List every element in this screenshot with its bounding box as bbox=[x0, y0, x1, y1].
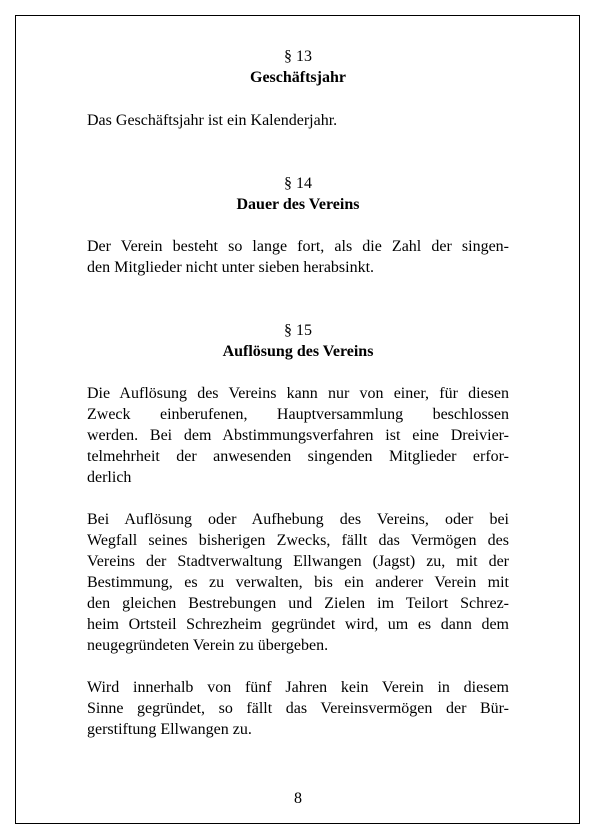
text-line: gerstiftung Ellwangen zu. bbox=[87, 721, 252, 738]
section-14-body bbox=[87, 236, 509, 278]
text-line: Bestimmung, es zu verwalten, bis ein anderer Verein mit bbox=[87, 574, 509, 591]
section-15-title: Auflösung des Vereins bbox=[222, 343, 374, 360]
section-13-number: § 13 bbox=[284, 48, 312, 65]
text-line: Die Auflösung des Vereins kann nur von einer, für diesen bbox=[87, 385, 509, 402]
paragraph bbox=[87, 236, 509, 278]
section-15-body-2 bbox=[87, 509, 509, 656]
section-14-number: § 14 bbox=[284, 175, 312, 192]
section-15-body-3 bbox=[87, 677, 509, 740]
paragraph bbox=[87, 110, 509, 131]
text-line: Sinne gegründet, so fällt das Vereinsvermögen der Bür- bbox=[87, 700, 509, 717]
paragraph bbox=[87, 677, 509, 740]
text-line: den Mitglieder nicht unter sieben herabsinkt. bbox=[87, 259, 375, 276]
text-line: derlich bbox=[87, 469, 132, 486]
paragraph bbox=[87, 509, 509, 656]
section-14-title: Dauer des Vereins bbox=[236, 196, 360, 213]
text-line: telmehrheit der anwesenden singenden Mitglieder erfor- bbox=[87, 448, 509, 465]
page-number: 8 bbox=[294, 790, 302, 807]
text-line: werden. Bei dem Abstimmungsverfahren ist eine Dreivier- bbox=[87, 427, 509, 444]
text-line: neugegründeten Verein zu übergeben. bbox=[87, 637, 329, 654]
text-line: Das Geschäftsjahr ist ein Kalenderjahr. bbox=[87, 112, 338, 129]
section-15-body-1 bbox=[87, 383, 509, 488]
text-line: heim Ortsteil Schrezheim gegründet wird, um es dann dem bbox=[87, 616, 509, 633]
section-13-body bbox=[87, 110, 509, 131]
paragraph bbox=[87, 383, 509, 488]
text-line: den gleichen Bestrebungen und Zielen im Teilort Schrez- bbox=[87, 595, 509, 612]
text-line: Zweck einberufenen, Hauptversammlung beschlossen bbox=[87, 406, 509, 423]
text-line: Bei Auflösung oder Aufhebung des Vereins, oder bei bbox=[87, 511, 509, 528]
text-line: Der Verein besteht so lange fort, als die Zahl der singen- bbox=[87, 238, 509, 255]
text-line: Vereins der Stadtverwaltung Ellwangen (Jagst) zu, mit der bbox=[87, 553, 509, 570]
section-15-number: § 15 bbox=[284, 322, 312, 339]
text-line: Wegfall seines bisherigen Zwecks, fällt das Vermögen des bbox=[87, 532, 509, 549]
text-line: Wird innerhalb von fünf Jahren kein Verein in diesem bbox=[87, 679, 509, 696]
section-13-title: Geschäftsjahr bbox=[250, 69, 346, 86]
